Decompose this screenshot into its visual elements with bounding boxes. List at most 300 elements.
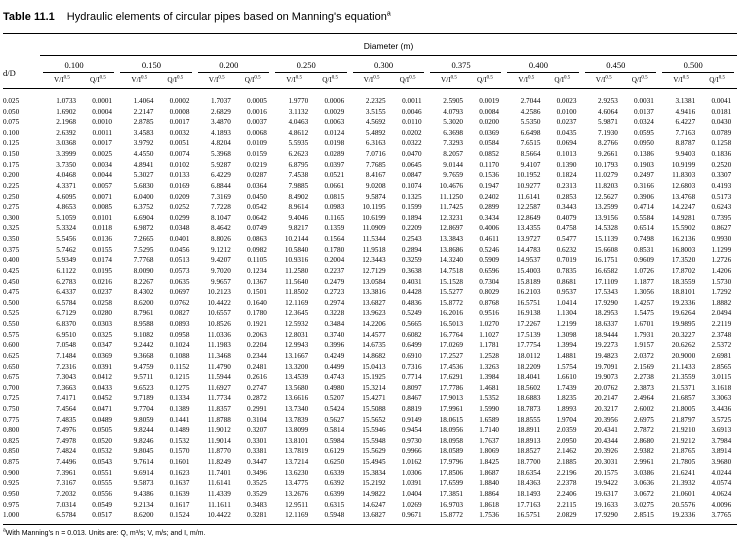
v-value-cell: 13.7819 bbox=[284, 447, 309, 456]
v-value-cell: 15.5948 bbox=[362, 436, 386, 445]
q-value-cell: 0.0237 bbox=[556, 118, 577, 127]
dd-cell: 0.475 bbox=[3, 288, 20, 297]
v-value-cell: 15.8772 bbox=[439, 298, 463, 307]
q-value-cell: 0.3906 bbox=[634, 192, 654, 201]
q-column-header-text: Q/I bbox=[322, 76, 332, 84]
v-value-cell: 9.5874 bbox=[365, 192, 386, 201]
q-value-cell: 3.6913 bbox=[711, 426, 732, 435]
q-value-cell: 0.0032 bbox=[169, 128, 190, 137]
v-value-cell: 10.9316 bbox=[284, 256, 309, 265]
v-value-cell: 19.6264 bbox=[671, 309, 696, 318]
q-value-cell: 1.4681 bbox=[479, 383, 499, 392]
q-value-cell: 1.6610 bbox=[556, 373, 577, 382]
exponent: 0.5 bbox=[450, 75, 457, 81]
q-value-cell: 0.2520 bbox=[711, 160, 732, 169]
q-value-cell: 0.0749 bbox=[247, 224, 267, 233]
v-value-cell: 7.5295 bbox=[133, 245, 154, 254]
q-value-cell: 0.0595 bbox=[634, 128, 654, 137]
v-value-cell: 20.3227 bbox=[671, 330, 696, 339]
q-value-cell: 2.2196 bbox=[556, 468, 577, 477]
q-value-cell: 1.4881 bbox=[556, 351, 577, 360]
table-row bbox=[0, 373, 740, 382]
q-value-cell: 0.0982 bbox=[247, 245, 267, 254]
v-value-cell: 18.8911 bbox=[517, 426, 541, 435]
q-value-cell: 0.0517 bbox=[92, 511, 112, 520]
v-value-cell: 14.8682 bbox=[362, 351, 386, 360]
v-value-cell: 15.2192 bbox=[362, 479, 386, 488]
v-value-cell: 11.3468 bbox=[207, 351, 231, 360]
q-value-cell: 0.0299 bbox=[169, 213, 190, 222]
q-value-cell: 0.9671 bbox=[401, 511, 422, 520]
q-value-cell: 1.8069 bbox=[479, 447, 499, 456]
v-value-cell: 12.8031 bbox=[284, 330, 309, 339]
v-value-cell: 11.8788 bbox=[207, 415, 231, 424]
q-value-cell: 0.0573 bbox=[169, 266, 190, 275]
q-value-cell: 0.0287 bbox=[247, 171, 267, 180]
table-row bbox=[0, 299, 740, 308]
q-value-cell: 0.3259 bbox=[401, 256, 422, 265]
v-value-cell: 17.2267 bbox=[517, 320, 541, 329]
v-value-cell: 13.8686 bbox=[439, 245, 463, 254]
q-value-cell: 0.8029 bbox=[479, 288, 499, 297]
v-value-cell: 19.7091 bbox=[594, 362, 618, 371]
q-value-cell: 0.5424 bbox=[324, 404, 345, 413]
v-value-cell: 14.6247 bbox=[362, 500, 386, 509]
dd-cell: 0.975 bbox=[3, 500, 20, 509]
dd-cell: 0.300 bbox=[3, 213, 20, 222]
q-value-cell: 0.6243 bbox=[711, 203, 732, 212]
q-value-cell: 0.0004 bbox=[92, 107, 112, 116]
table-row bbox=[0, 416, 740, 425]
q-value-cell: 0.0983 bbox=[324, 203, 345, 212]
table-footnote bbox=[3, 529, 205, 538]
q-value-cell: 0.0209 bbox=[169, 192, 190, 201]
v-value-cell: 4.2586 bbox=[520, 107, 541, 116]
v-value-cell: 6.8370 bbox=[56, 320, 76, 329]
v-value-cell: 3.9792 bbox=[133, 139, 154, 148]
q-value-cell: 2.0359 bbox=[556, 426, 577, 435]
q-value-cell: 0.1386 bbox=[634, 150, 654, 159]
q-value-cell: 0.0085 bbox=[92, 203, 112, 212]
v-value-cell: 21.3559 bbox=[671, 373, 696, 382]
q-value-cell: 0.1570 bbox=[169, 447, 190, 456]
q-value-cell: 0.0016 bbox=[247, 107, 267, 116]
v-value-cell: 4.0463 bbox=[288, 118, 309, 127]
v-value-cell: 21.0601 bbox=[671, 489, 696, 498]
v-value-cell: 6.3698 bbox=[443, 128, 463, 137]
v-value-cell: 6.9510 bbox=[56, 330, 76, 339]
v-value-cell: 19.2273 bbox=[594, 341, 618, 350]
v-value-cell: 11.8357 bbox=[207, 404, 231, 413]
v-value-cell: 21.8765 bbox=[671, 447, 696, 456]
q-value-cell: 1.4257 bbox=[634, 298, 654, 307]
v-value-cell: 9.8244 bbox=[133, 426, 154, 435]
v-value-cell: 18.8101 bbox=[671, 288, 696, 297]
v-value-cell: 6.0400 bbox=[133, 192, 154, 201]
v-value-cell: 6.9872 bbox=[133, 224, 154, 233]
q-value-cell: 0.2723 bbox=[324, 288, 345, 297]
q-value-cell: 1.8993 bbox=[556, 404, 577, 413]
v-value-cell: 18.4363 bbox=[517, 479, 541, 488]
q-value-cell: 0.1013 bbox=[556, 150, 577, 159]
v-value-cell: 13.8101 bbox=[284, 436, 309, 445]
q-value-cell: 0.5909 bbox=[479, 256, 499, 265]
q-value-cell: 0.2872 bbox=[247, 394, 267, 403]
table-row bbox=[0, 341, 740, 350]
q-value-cell: 0.0100 bbox=[556, 107, 577, 116]
diameter-size-label: 0.375 bbox=[451, 60, 471, 70]
dd-cell: 0.900 bbox=[3, 468, 20, 477]
v-value-cell: 11.7734 bbox=[207, 394, 231, 403]
v-value-cell: 9.2134 bbox=[133, 500, 154, 509]
v-value-cell: 5.3027 bbox=[133, 171, 154, 180]
q-value-cell: 0.1152 bbox=[169, 362, 190, 371]
q-value-cell: 0.0037 bbox=[247, 118, 267, 127]
q-value-cell: 0.0827 bbox=[169, 309, 190, 318]
q-value-cell: 3.1618 bbox=[711, 383, 732, 392]
q-value-cell: 0.0694 bbox=[556, 139, 577, 148]
v-value-cell: 11.4790 bbox=[207, 362, 231, 371]
v-column-header-text: V/I bbox=[286, 76, 296, 84]
diameter-rule bbox=[40, 55, 737, 56]
q-value-cell: 2.7872 bbox=[634, 426, 654, 435]
q-value-cell: 0.2481 bbox=[247, 362, 267, 371]
v-value-cell: 8.4302 bbox=[133, 288, 154, 297]
v-value-cell: 17.7786 bbox=[439, 383, 463, 392]
q-value-cell: 0.0549 bbox=[92, 500, 112, 509]
q-value-cell: 0.0252 bbox=[169, 203, 190, 212]
q-value-cell: 0.8531 bbox=[634, 245, 654, 254]
v-value-cell: 13.6827 bbox=[362, 298, 386, 307]
v-column-header bbox=[673, 75, 689, 86]
q-value-cell: 2.6002 bbox=[634, 404, 654, 413]
exponent: 0.5 bbox=[682, 75, 690, 81]
v-value-cell: 17.6291 bbox=[439, 373, 463, 382]
v-value-cell: 5.9287 bbox=[211, 160, 231, 169]
q-value-cell: 1.2528 bbox=[479, 351, 499, 360]
v-value-cell: 5.7462 bbox=[56, 245, 76, 254]
v-value-cell: 1.9770 bbox=[288, 97, 309, 105]
q-value-cell: 0.5246 bbox=[479, 245, 499, 254]
v-value-cell: 11.6141 bbox=[207, 479, 231, 488]
q-column-header-text: Q/I bbox=[554, 76, 564, 84]
q-value-cell: 0.3307 bbox=[711, 171, 732, 180]
table-row bbox=[0, 511, 740, 520]
q-value-cell: 1.8864 bbox=[479, 489, 499, 498]
q-value-cell: 0.0893 bbox=[169, 320, 190, 329]
q-value-cell: 0.1105 bbox=[247, 256, 267, 265]
q-value-cell: 0.7019 bbox=[556, 256, 577, 265]
q-value-cell: 2.4964 bbox=[634, 394, 654, 403]
v-value-cell: 13.0584 bbox=[362, 277, 386, 286]
q-value-cell: 0.0034 bbox=[92, 160, 112, 169]
v-value-cell: 12.3443 bbox=[362, 256, 386, 265]
table-row bbox=[0, 447, 740, 456]
q-value-cell: 0.1170 bbox=[479, 160, 499, 169]
v-value-cell: 18.6354 bbox=[517, 468, 541, 477]
q-value-cell: 0.0137 bbox=[634, 107, 654, 116]
q-column-header-text: Q/I bbox=[477, 76, 487, 84]
dd-cell: 0.925 bbox=[3, 479, 20, 488]
v-value-cell: 16.9138 bbox=[517, 309, 541, 318]
v-value-cell: 21.6857 bbox=[671, 394, 696, 403]
v-column-header bbox=[441, 75, 457, 86]
q-value-cell: 2.1569 bbox=[634, 362, 654, 371]
q-value-cell: 2.2378 bbox=[556, 479, 577, 488]
v-value-cell: 13.5680 bbox=[284, 383, 309, 392]
q-value-cell: 1.8235 bbox=[556, 394, 577, 403]
v-value-cell: 19.9895 bbox=[671, 320, 696, 329]
exponent: 0.5 bbox=[218, 75, 225, 81]
q-value-cell: 3.9680 bbox=[711, 458, 732, 467]
table-row bbox=[0, 288, 740, 297]
v-value-cell: 12.1169 bbox=[285, 511, 309, 520]
v-value-cell: 7.7228 bbox=[211, 203, 231, 212]
v-value-cell: 7.4978 bbox=[56, 436, 76, 445]
q-value-cell: 1.8618 bbox=[479, 500, 499, 509]
q-value-cell: 0.2543 bbox=[401, 235, 422, 244]
q-column-header bbox=[477, 75, 493, 86]
v-value-cell: 3.1132 bbox=[288, 107, 309, 116]
q-value-cell: 0.5627 bbox=[324, 415, 345, 424]
v-value-cell: 16.1751 bbox=[594, 256, 618, 265]
v-value-cell: 11.0336 bbox=[207, 330, 231, 339]
v-value-cell: 10.5840 bbox=[284, 245, 309, 254]
table-row bbox=[0, 278, 740, 287]
q-value-cell: 0.0433 bbox=[92, 383, 112, 392]
title-footnote-mark: a bbox=[386, 10, 391, 18]
v-value-cell: 16.5751 bbox=[517, 298, 541, 307]
v-value-cell: 6.3163 bbox=[365, 139, 386, 148]
v-value-cell: 10.9199 bbox=[671, 160, 696, 169]
v-value-cell: 16.8003 bbox=[671, 245, 696, 254]
v-value-cell: 18.4041 bbox=[517, 373, 541, 382]
q-value-cell: 0.0661 bbox=[324, 181, 345, 190]
q-value-cell: 0.6910 bbox=[401, 351, 422, 360]
q-value-cell: 0.0489 bbox=[92, 415, 112, 424]
v-value-cell: 8.9588 bbox=[133, 320, 154, 329]
q-value-cell: 0.0025 bbox=[92, 150, 112, 159]
exponent: 0.5 bbox=[641, 75, 648, 81]
q-value-cell: 2.1462 bbox=[556, 447, 577, 456]
v-value-cell: 18.5602 bbox=[517, 383, 541, 392]
v-value-cell: 9.9657 bbox=[211, 277, 231, 286]
diameter-size-label: 0.500 bbox=[683, 60, 703, 70]
q-value-cell: 0.2497 bbox=[634, 171, 654, 180]
q-value-cell: 0.0019 bbox=[479, 97, 499, 105]
v-value-cell: 18.7700 bbox=[517, 458, 541, 467]
v-value-cell: 11.1983 bbox=[207, 341, 231, 350]
q-value-cell: 1.0270 bbox=[479, 320, 499, 329]
q-value-cell: 0.8819 bbox=[401, 404, 422, 413]
q-value-cell: 1.1877 bbox=[634, 277, 654, 286]
v-value-cell: 16.2136 bbox=[671, 235, 696, 244]
footnote-text: With Manning's n = 0.013. Units are: Q, m³/s; V, m/s; and I, m/m. bbox=[5, 530, 206, 537]
v-value-cell: 18.6883 bbox=[517, 394, 541, 403]
v-value-cell: 4.6064 bbox=[598, 107, 618, 116]
v-value-cell: 8.8026 bbox=[211, 235, 231, 244]
q-value-cell: 0.2004 bbox=[324, 256, 345, 265]
v-value-cell: 7.6515 bbox=[520, 139, 541, 148]
q-value-cell: 0.0369 bbox=[479, 128, 499, 137]
v-value-cell: 9.8059 bbox=[133, 415, 154, 424]
q-value-cell: 3.5725 bbox=[711, 415, 732, 424]
q-value-cell: 0.5984 bbox=[324, 436, 345, 445]
q-value-cell: 2.5372 bbox=[711, 341, 732, 350]
v-value-cell: 13.9727 bbox=[517, 235, 541, 244]
table-title-row bbox=[3, 9, 737, 26]
v-value-cell: 2.8785 bbox=[133, 118, 154, 127]
v-value-cell: 4.9416 bbox=[675, 107, 696, 116]
v-value-cell: 5.3968 bbox=[211, 150, 231, 159]
v-column-header bbox=[131, 75, 147, 86]
dd-cell: 0.825 bbox=[3, 436, 20, 445]
v-value-cell: 12.2587 bbox=[517, 203, 541, 212]
q-value-cell: 1.1304 bbox=[556, 309, 577, 318]
v-value-cell: 2.6829 bbox=[211, 107, 231, 116]
dd-cell: 0.700 bbox=[3, 383, 20, 392]
table-row bbox=[0, 331, 740, 340]
v-value-cell: 2.6392 bbox=[56, 128, 76, 137]
table-number: Table 11.1 bbox=[3, 11, 55, 23]
q-value-cell: 0.1165 bbox=[324, 213, 345, 222]
table-row bbox=[0, 384, 740, 393]
v-value-cell: 9.5711 bbox=[133, 373, 154, 382]
v-value-cell: 13.3843 bbox=[439, 235, 463, 244]
v-value-cell: 20.3956 bbox=[594, 415, 618, 424]
v-value-cell: 15.8189 bbox=[517, 277, 541, 286]
table-row bbox=[0, 97, 740, 106]
q-value-cell: 3.3063 bbox=[711, 394, 732, 403]
footnote-mark: a bbox=[3, 527, 6, 534]
diameter-size-label: 0.300 bbox=[374, 60, 394, 70]
v-column-header bbox=[596, 75, 612, 86]
table-row bbox=[0, 458, 740, 467]
q-value-cell: 0.1637 bbox=[169, 479, 190, 488]
dd-cell: 0.150 bbox=[3, 150, 20, 159]
q-value-cell: 0.5584 bbox=[634, 213, 654, 222]
q-value-cell: 1.0726 bbox=[634, 266, 654, 275]
v-value-cell: 15.5946 bbox=[362, 426, 386, 435]
q-value-cell: 0.0118 bbox=[92, 224, 112, 233]
q-value-cell: 1.0269 bbox=[401, 500, 422, 509]
q-value-cell: 0.0450 bbox=[247, 192, 267, 201]
q-value-cell: 0.0391 bbox=[92, 362, 112, 371]
group-rule bbox=[430, 72, 501, 73]
v-value-cell: 12.9943 bbox=[284, 341, 309, 350]
v-value-cell: 15.5629 bbox=[362, 447, 386, 456]
v-value-cell: 11.8203 bbox=[594, 181, 618, 190]
q-value-cell: 0.0074 bbox=[169, 150, 190, 159]
v-value-cell: 7.4835 bbox=[56, 415, 76, 424]
v-value-cell: 6.3752 bbox=[133, 203, 154, 212]
v-value-cell: 18.0958 bbox=[439, 436, 463, 445]
v-value-cell: 8.2267 bbox=[133, 277, 154, 286]
v-value-cell: 6.5784 bbox=[56, 298, 76, 307]
q-value-cell: 0.3207 bbox=[247, 426, 267, 435]
v-value-cell: 1.4064 bbox=[133, 97, 154, 105]
q-value-cell: 0.0852 bbox=[479, 150, 499, 159]
v-value-cell: 3.4870 bbox=[211, 118, 231, 127]
v-value-cell: 1.7037 bbox=[211, 97, 231, 105]
q-value-cell: 0.2402 bbox=[479, 192, 499, 201]
v-value-cell: 13.8099 bbox=[284, 426, 309, 435]
q-value-cell: 1.7931 bbox=[634, 330, 654, 339]
v-value-cell: 9.7704 bbox=[133, 404, 154, 413]
q-value-cell: 0.0124 bbox=[324, 128, 345, 137]
q-value-cell: 0.0401 bbox=[169, 235, 190, 244]
v-value-cell: 18.0112 bbox=[517, 351, 541, 360]
q-value-cell: 2.2406 bbox=[556, 489, 577, 498]
q-value-cell: 0.0002 bbox=[169, 97, 190, 105]
q-value-cell: 0.7498 bbox=[634, 235, 654, 244]
q-value-cell: 4.0096 bbox=[711, 500, 732, 509]
v-value-cell: 18.3559 bbox=[671, 277, 696, 286]
v-value-cell: 21.8005 bbox=[671, 404, 696, 413]
q-value-cell: 0.0635 bbox=[169, 277, 190, 286]
v-value-cell: 8.5664 bbox=[520, 150, 541, 159]
v-value-cell: 17.3520 bbox=[671, 256, 696, 265]
dd-cell: 0.575 bbox=[3, 330, 20, 339]
v-value-cell: 5.3324 bbox=[56, 224, 76, 233]
v-value-cell: 15.5652 bbox=[362, 415, 386, 424]
q-value-cell: 0.0102 bbox=[169, 160, 190, 169]
q-value-cell: 0.1258 bbox=[711, 139, 732, 148]
v-value-cell: 15.1925 bbox=[362, 373, 386, 382]
q-value-cell: 0.0169 bbox=[169, 181, 190, 190]
dd-cell: 0.325 bbox=[3, 224, 20, 233]
q-value-cell: 1.0404 bbox=[401, 489, 422, 498]
table-row bbox=[0, 469, 740, 478]
v-value-cell: 15.3834 bbox=[362, 468, 386, 477]
exponent: 0.5 bbox=[409, 75, 416, 81]
v-value-cell: 19.9073 bbox=[594, 373, 618, 382]
dd-cell: 0.725 bbox=[3, 394, 20, 403]
q-value-cell: 0.0001 bbox=[92, 97, 112, 105]
q-value-cell: 1.5352 bbox=[479, 394, 499, 403]
v-value-cell: 16.2103 bbox=[517, 288, 541, 297]
dd-cell: 0.075 bbox=[3, 118, 20, 127]
q-value-cell: 0.1359 bbox=[324, 224, 345, 233]
q-value-cell: 1.0391 bbox=[401, 479, 422, 488]
q-value-cell: 0.0584 bbox=[479, 139, 499, 148]
q-value-cell: 3.4436 bbox=[711, 404, 732, 413]
v-value-cell: 18.0615 bbox=[439, 415, 463, 424]
v-value-cell: 20.3217 bbox=[594, 404, 618, 413]
v-value-cell: 15.5088 bbox=[362, 404, 386, 413]
v-value-cell: 6.8844 bbox=[211, 181, 231, 190]
q-value-cell: 0.0555 bbox=[92, 479, 112, 488]
q-value-cell: 3.0386 bbox=[634, 468, 654, 477]
v-value-cell: 20.3031 bbox=[594, 458, 618, 467]
v-value-cell: 10.4676 bbox=[439, 181, 463, 190]
q-value-cell: 0.0324 bbox=[634, 118, 654, 127]
q-value-cell: 0.1024 bbox=[169, 341, 190, 350]
q-value-cell: 1.0414 bbox=[556, 298, 577, 307]
dd-cell: 0.500 bbox=[3, 298, 20, 307]
v-value-cell: 6.4337 bbox=[56, 288, 76, 297]
q-value-cell: 1.2199 bbox=[556, 320, 577, 329]
q-value-cell: 0.0051 bbox=[169, 139, 190, 148]
q-value-cell: 0.3166 bbox=[634, 181, 654, 190]
v-value-cell: 4.0793 bbox=[443, 107, 463, 116]
q-value-cell: 0.1441 bbox=[169, 415, 190, 424]
v-value-cell: 18.0589 bbox=[439, 447, 463, 456]
q-value-cell: 0.6339 bbox=[324, 468, 345, 477]
table-row bbox=[0, 320, 740, 329]
q-value-cell: 1.9157 bbox=[634, 341, 654, 350]
q-value-cell: 0.1903 bbox=[634, 160, 654, 169]
